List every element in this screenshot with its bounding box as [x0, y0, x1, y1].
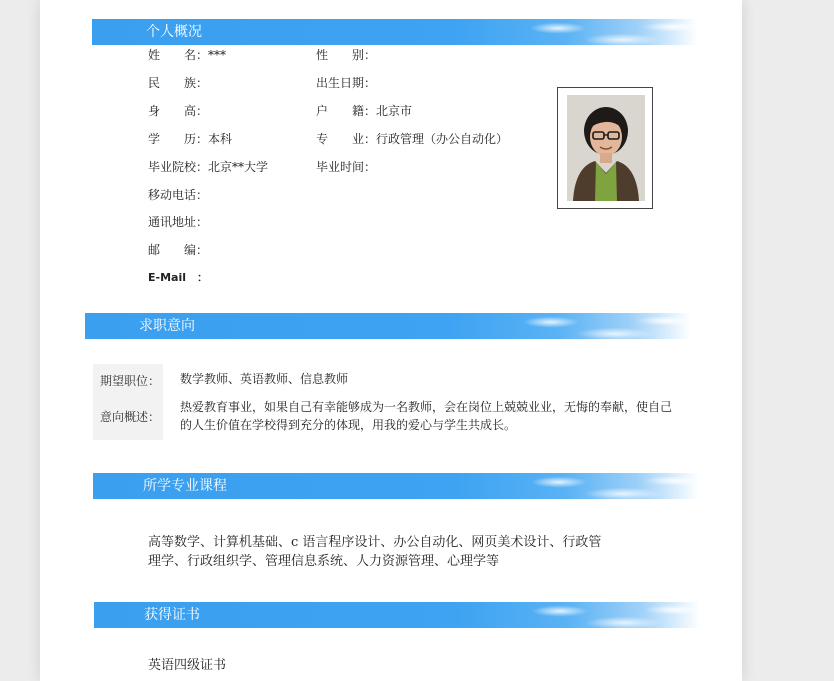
- school-label: 毕业院校：: [148, 160, 209, 174]
- section-title: 求职意向: [139, 318, 195, 334]
- profile-row-phone: [148, 187, 208, 203]
- school-value: 北京**大学: [208, 160, 269, 174]
- profile-row-hukou: [316, 103, 412, 119]
- section-title: 个人概况: [146, 24, 202, 40]
- email-label: E-Mail ：: [148, 271, 208, 284]
- profile-row-ethnicity: [148, 75, 208, 91]
- profile-photo: [567, 95, 645, 201]
- desc-line-1: 热爱教育事业，如果自己有幸能够成为一名教师，会在岗位上兢兢业业，无悔的奉献，使自己: [180, 400, 673, 414]
- profile-row-major: [316, 131, 508, 147]
- section-title: 获得证书: [144, 607, 200, 623]
- grad-label: 毕业时间：: [316, 160, 377, 174]
- section-header-certs: [94, 602, 700, 628]
- section-header-profile: [92, 19, 698, 45]
- profile-row-gender: [316, 47, 376, 63]
- profile-row-school: [148, 159, 268, 175]
- edu-value: 本科: [208, 132, 233, 146]
- gender-label: 性 别：: [316, 48, 377, 62]
- position-label: 期望职位：: [100, 374, 161, 388]
- courses-line-1: 高等数学、计算机基础、c 语言程序设计、办公自动化、网页美术设计、行政管: [148, 535, 602, 550]
- profile-row-address: [148, 214, 208, 230]
- profile-photo-frame: [557, 87, 653, 209]
- address-label: 通讯地址：: [148, 215, 209, 229]
- profile-row-education: [148, 131, 232, 147]
- phone-label: 移动电话：: [148, 188, 209, 202]
- cert-item: 英语四级证书: [148, 658, 227, 673]
- profile-row-grad: [316, 159, 376, 175]
- profile-row-height: [148, 103, 208, 119]
- ethnicity-label: 民 族：: [148, 76, 209, 90]
- hukou-label: 户 籍：: [316, 104, 377, 118]
- profile-row-birth: [316, 75, 376, 91]
- postcode-label: 邮 编：: [148, 243, 209, 257]
- name-label: 姓 名：: [148, 48, 209, 62]
- major-value: 行政管理（办公自动化）: [376, 132, 509, 146]
- height-label: 身 高：: [148, 104, 209, 118]
- profile-row-email: [148, 270, 208, 286]
- section-header-courses: [93, 473, 699, 499]
- birth-label: 出生日期：: [316, 76, 377, 90]
- section-title: 所学专业课程: [143, 478, 227, 494]
- courses-line-2: 理学、行政组织学、管理信息系统、人力资源管理、心理学等: [148, 554, 500, 569]
- position-value: 数学教师、英语教师、信息教师: [180, 372, 349, 386]
- edu-label: 学 历：: [148, 132, 209, 146]
- name-value: ***: [208, 48, 227, 62]
- desc-line-2: 的人生价值在学校得到充分的体现，用我的爱心与学生共成长。: [180, 418, 517, 432]
- major-label: 专 业：: [316, 132, 377, 146]
- section-header-intent: [85, 313, 691, 339]
- hukou-value: 北京市: [376, 104, 413, 118]
- profile-row-name: [148, 47, 226, 63]
- profile-row-postcode: [148, 242, 208, 258]
- desc-label: 意向概述：: [100, 410, 161, 424]
